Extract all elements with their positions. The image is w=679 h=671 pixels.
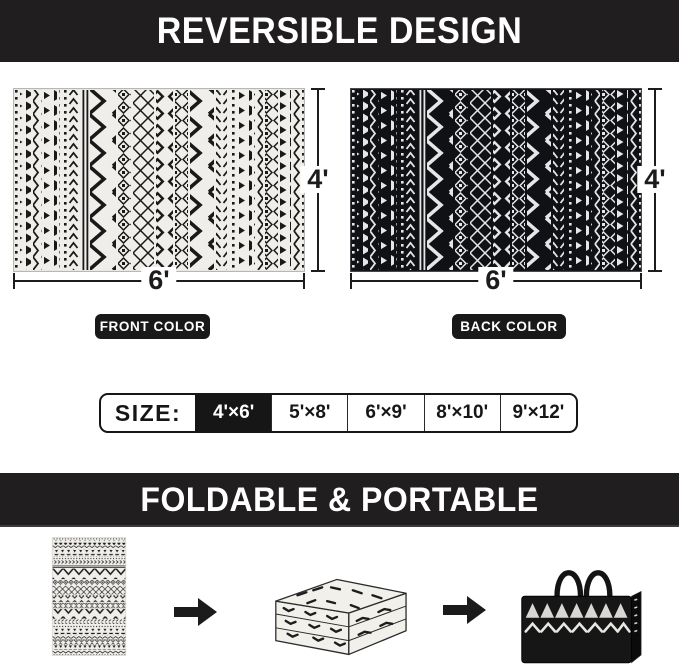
- width-dimension-label: 6': [478, 267, 513, 294]
- size-option-8x10: 8'×10': [424, 395, 500, 431]
- banner-title: REVERSIBLE DESIGN: [156, 9, 523, 51]
- foldable-portable-banner: [0, 473, 679, 527]
- width-dimension-label: 6': [141, 267, 176, 294]
- arrow-right-icon: [443, 595, 487, 625]
- size-option-9x12: 9'×12': [500, 395, 576, 431]
- size-option-6x9: 6'×9': [347, 395, 423, 431]
- folded-rug-image: [262, 563, 410, 663]
- size-option-4x6: 4'×6': [195, 395, 271, 431]
- height-dimension-label: 4': [637, 166, 672, 193]
- front-rug-image: [13, 88, 305, 272]
- height-dimension-label: 4': [300, 166, 335, 193]
- size-selector: [99, 393, 578, 433]
- back-rug-image: [350, 88, 642, 272]
- front-rug-height-dimension: [309, 88, 327, 272]
- back-rug-height-dimension: [646, 88, 664, 272]
- back-color-badge: [452, 314, 566, 339]
- back-rug-width-dimension: [350, 264, 642, 295]
- size-selector-label: SIZE:: [114, 399, 182, 426]
- banner-title: FOLDABLE & PORTABLE: [140, 479, 539, 518]
- front-color-badge-label: FRONT COLOR: [99, 319, 206, 334]
- back-color-badge-label: BACK COLOR: [460, 319, 558, 334]
- flat-rug-image: [50, 537, 127, 655]
- front-rug-width-dimension: [13, 264, 305, 295]
- arrow-right-icon: [174, 597, 218, 627]
- front-color-badge: [95, 314, 210, 339]
- size-option-5x8: 5'×8': [271, 395, 347, 431]
- reversible-design-banner: [0, 0, 679, 62]
- carry-bag-image: [512, 551, 649, 667]
